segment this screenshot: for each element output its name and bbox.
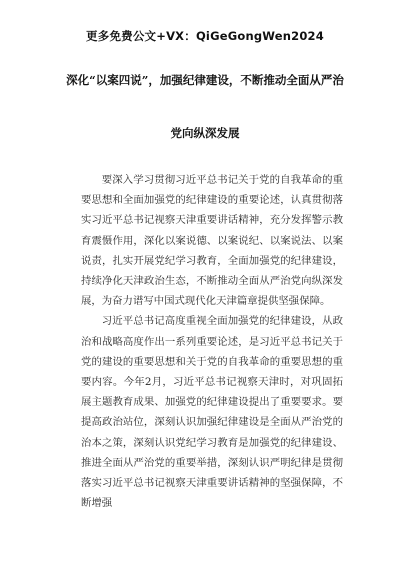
document-title-line-2: 党向纵深发展 [170,126,240,140]
body-paragraph-1: 要深入学习贯彻习近平总书记关于党的自我革命的重要思想和全面加强党的纪律建设的重要论述，认真贯彻落实习近平总书记视察天津重要讲话精神，充分发挥警示教育震慑作用，深化以案说德、以案说纪、以案说法、以案说责，扎实开展党纪学习教育，全面加强党的纪律建设，持续净化天津政治生态，不断推动全面从严治党向纵深发展，为奋力谱写中国式现代化天津篇章提供坚强保障。 [81,174,343,308]
document-title-line-1: 深化“以案四说”，加强纪律建设，不断推动全面从严治 [66,73,344,87]
body-paragraph-2: 习近平总书记高度重视全面加强党的纪律建设，从政治和战略高度作出一系列重要论述，是习近平总书记关于党的建设的重要思想和关于党的自我革命的重要思想的重要内容。今年2月，习近平总书记视察天津时，对巩固拓展主题教育成果、加强党的纪律建设提出了重要要求。要提高政治站位，深刻认识加强纪律建设是全面从严治党的治本之策，深刻认识党纪学习教育是加强党的纪律建设、推进全面从严治党的重要举措，深刻认识严明纪律是贯彻落实习近平总书记视察天津重要讲话精神的坚强保障，不断增强 [81,315,343,510]
header-watermark: 更多免费公文+VX：QiGeGongWen2024 [86,29,324,43]
document-body [81,170,343,513]
